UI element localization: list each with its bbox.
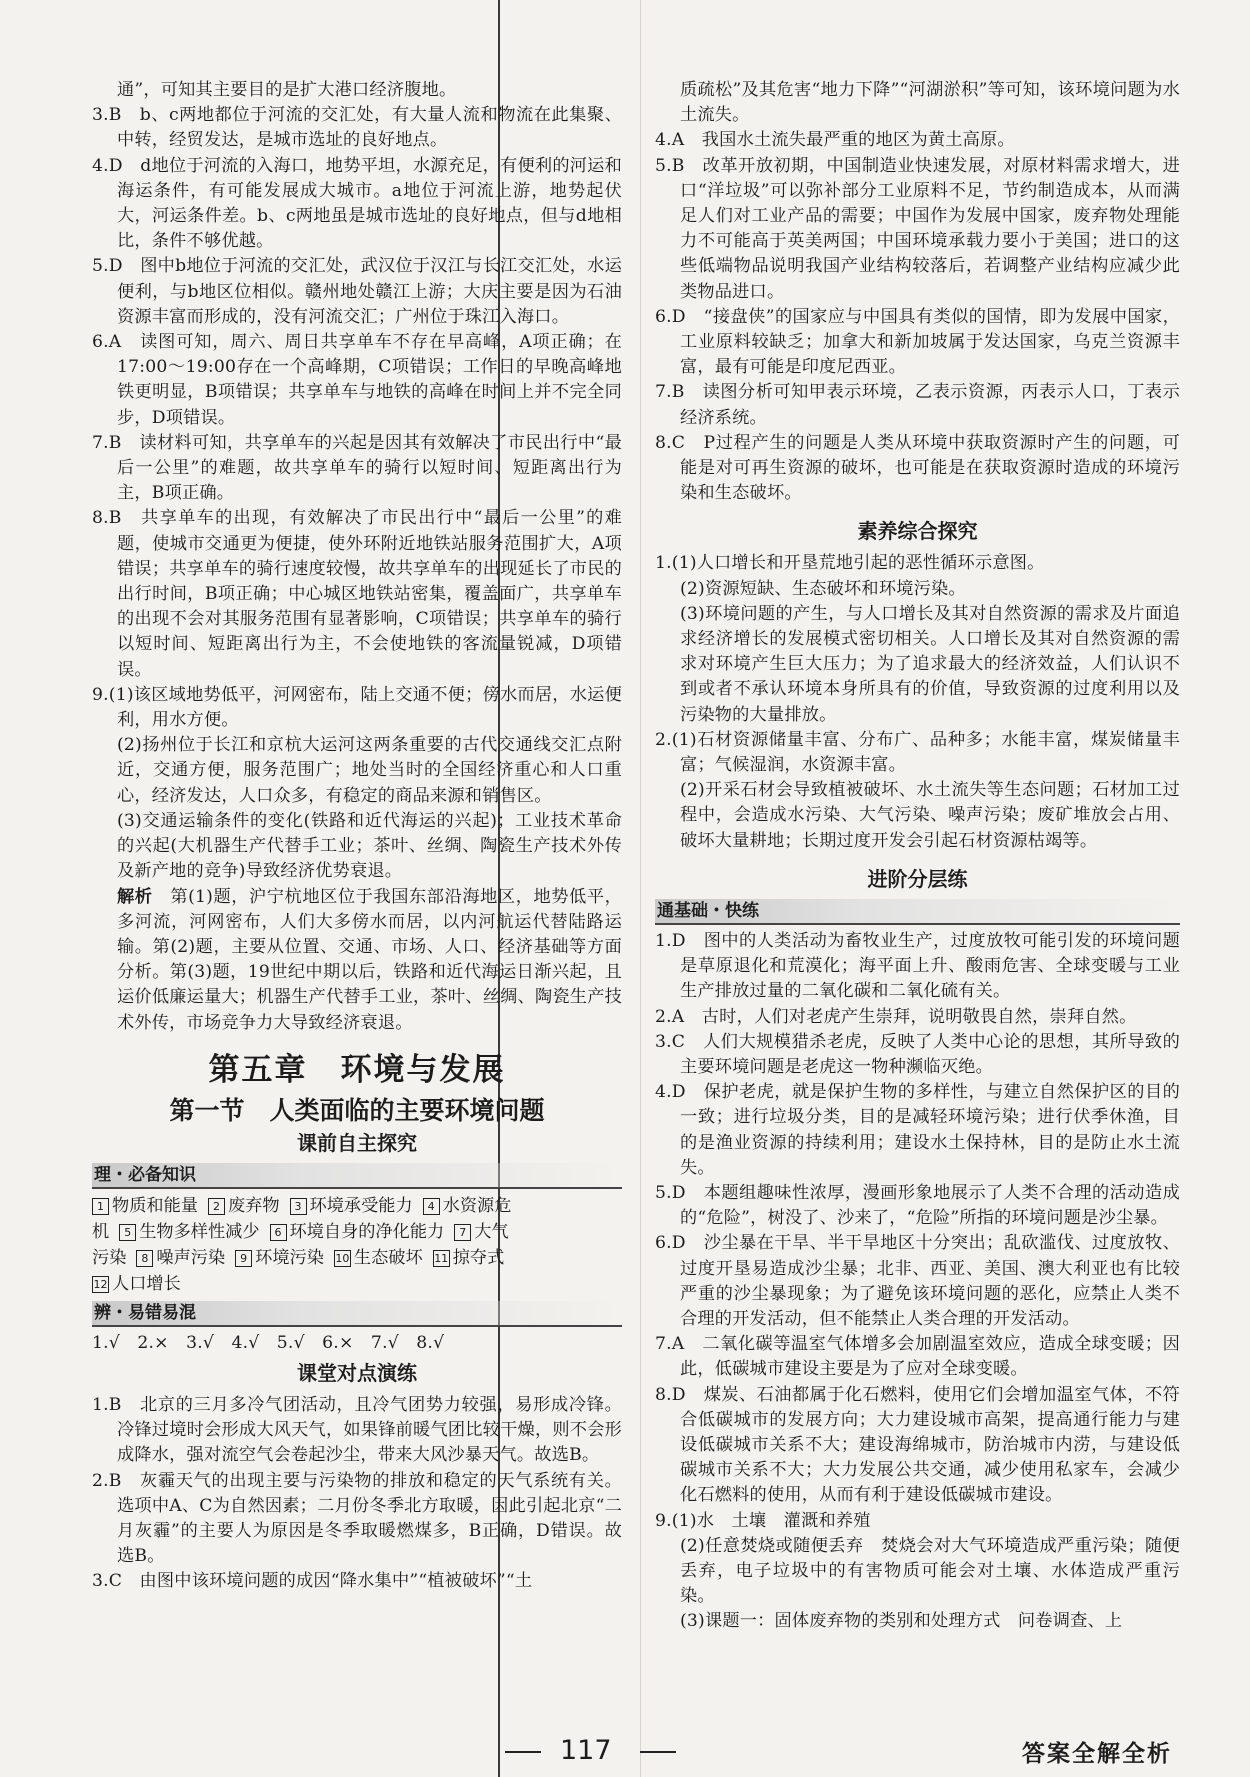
answer-text: 1.B 北京的三月多冷气团活动，且冷气团势力较强，易形成冷锋。冷锋过境时会形成大风天气，如果锋前暖气团比较干燥，则不会形成降水，强对流空气会卷起沙尘，带来大风沙暴天气。故选B。 xyxy=(92,1394,622,1466)
answer-text: 3.C 人们大规模猎杀老虎，反映了人类中心论的思想，其所导致的主要环境问题是老虎这一物种濒临灭绝。 xyxy=(655,1031,1180,1077)
literacy-heading: 素养综合探究 xyxy=(857,519,978,544)
answer-text: (3)课题一：固体废弃物的类别和处理方式 问卷调查、上 xyxy=(680,1611,1123,1632)
knowledge-item xyxy=(92,1219,109,1245)
knowledge-text: 生物多样性减少 xyxy=(139,1221,260,1242)
pre-class-heading: 课前自主探究 xyxy=(297,1130,417,1155)
right-column xyxy=(655,78,1180,1635)
answer-text: (3)环境问题的产生，与人口增长及其对自然资源的需求及片面追求经济增长的发展模式密切相关。人口增长及其对自然资源的需求对环境产生巨大压力；为了追求最大的经济效益，人们认识不到或者不承认环境本身所具有的价值，导致资源的过度利用以及污染物的大量排放。 xyxy=(680,603,1180,725)
answer-paragraph xyxy=(655,602,1180,728)
judge-answers: 1.√ 2.× 3.√ 4.√ 5.√ 6.× 7.√ 8.√ xyxy=(92,1332,445,1353)
class-practice-heading: 课堂对点演练 xyxy=(297,1360,417,1385)
answer-paragraph xyxy=(92,1393,622,1469)
answer-text: 6.D 沙尘暴在干旱、半干旱地区十分突出；乱砍滥伐、过度放牧、过度开垦易造成沙尘暴；北非、西亚、美国、澳大利亚也有比较严重的沙尘暴现象；为了避免该环境问题的恶化，应禁止人类不合理的开发活动，但不能禁止人类合理的开发活动。 xyxy=(655,1233,1180,1329)
answer-paragraph xyxy=(92,506,622,682)
answer-text: 8.D 煤炭、石油都属于化石燃料，使用它们会增加温室气体，不符合低碳城市的发展方向；大力建设城市高架，提高通行能力与建设低碳城市关系不大；建设海绵城市，防治城市内涝，与建设低碳城市关系不大；大力发展公共交通，减少使用私家车，会减少化石燃料的使用，从而有利于建设低碳城市建设。 xyxy=(655,1384,1180,1506)
item-number-box: 11 xyxy=(434,1251,449,1265)
answer-paragraph xyxy=(655,1080,1180,1181)
answer-paragraph xyxy=(92,1569,622,1594)
answer-text: (2)开采石材会导致植被破坏、水土流失等生态问题；石材加工过程中，会造成水污染、大气污染、噪声污染；废矿堆放会占用、破坏大量耕地；长期过度开发会引起石材资源枯竭等。 xyxy=(680,780,1180,851)
answer-paragraph xyxy=(92,103,622,153)
knowledge-item xyxy=(208,1193,280,1219)
answer-paragraph xyxy=(92,809,622,885)
confusion-band: 辨・易错易混 xyxy=(92,1301,622,1327)
basic-band: 通基础・快练 xyxy=(655,899,1180,925)
answer-text: 1.D 图中的人类活动为畜牧业生产，过度放牧可能引发的环境问题是草原退化和荒漠化；海平面上升、酸雨危害、全球变暖与工业生产排放过量的二氧化碳和二氧化硫有关。 xyxy=(655,930,1180,1002)
answer-text: 3.B b、c两地都位于河流的交汇处，有大量人流和物流在此集聚、中转，经贸发达，是城市选址的良好地点。 xyxy=(92,105,622,151)
footer-dash-right xyxy=(640,1751,676,1753)
answer-text: (2)扬州位于长江和京杭大运河这两条重要的古代交通线交汇点附近，交通方便，服务范围广；地处当时的全国经济重心和人口重心，经济发达，人口众多，有稳定的商品来源和销售区。 xyxy=(117,735,622,806)
answer-paragraph xyxy=(655,1534,1180,1610)
knowledge-item xyxy=(423,1193,512,1219)
item-number-box: 3 xyxy=(290,1198,307,1215)
item-number-box: 9 xyxy=(235,1250,252,1267)
answer-paragraph xyxy=(92,254,622,330)
answer-text: (2)资源短缺、生态破坏和环境污染。 xyxy=(680,578,966,599)
knowledge-text: 掠夺式 xyxy=(452,1247,505,1268)
knowledge-line xyxy=(92,1219,622,1245)
answer-paragraph xyxy=(655,1332,1180,1382)
answer-paragraph xyxy=(655,1509,1180,1534)
item-number-box: 8 xyxy=(136,1250,153,1267)
item-number-box: 6 xyxy=(270,1224,287,1241)
answer-text: 7.A 二氧化碳等温室气体增多会加剧温室效应，造成全球变暖；因此，低碳城市建设主要是为了应对全球变暖。 xyxy=(655,1334,1180,1380)
analysis-label: 解析 xyxy=(117,886,153,907)
footer-dash-left xyxy=(505,1751,541,1753)
answer-paragraph xyxy=(655,78,1180,128)
class-practice-answers xyxy=(92,1393,622,1595)
answer-paragraph xyxy=(655,551,1180,576)
column-gutter-line xyxy=(640,0,641,1777)
knowledge-text: 环境承受能力 xyxy=(309,1195,413,1216)
answer-paragraph xyxy=(655,431,1180,507)
literacy-answers xyxy=(655,551,1180,853)
knowledge-line xyxy=(92,1193,622,1219)
knowledge-text: 大气 xyxy=(474,1221,509,1242)
knowledge-line xyxy=(92,1271,622,1297)
answer-text: 1.(1)人口增长和开垦荒地引起的恶性循环示意图。 xyxy=(655,553,1045,574)
item-number-box: 2 xyxy=(208,1198,225,1215)
answer-paragraph xyxy=(655,305,1180,381)
answer-paragraph xyxy=(655,1030,1180,1080)
answer-text: 7.B 读材料可知，共享单车的兴起是因其有效解决了市民出行中“最后一公里”的难题，故共享单车的骑行以短时间、短距离出行为主，B项正确。 xyxy=(92,432,622,504)
answer-text: 8.C P过程产生的问题是人类从环境中获取资源时产生的问题，可能是对可再生资源的破坏，也可能是在获取资源时造成的环境污染和生态破坏。 xyxy=(655,432,1180,504)
answer-paragraph xyxy=(655,1005,1180,1030)
answer-text: 6.D “接盘侠”的国家应与中国具有类似的国情，即为发展中国家，工业原料较缺乏；加拿大和新加坡属于发达国家，乌克兰资源丰富，最有可能是印度尼西亚。 xyxy=(655,306,1180,378)
answer-text: 8.B 共享单车的出现，有效解决了市民出行中“最后一公里”的难题，使城市交通更为便捷，使外环附近地铁站服务范围扩大，A项错误；共享单车的骑行速度较慢，故共享单车的出现延长了市民的出行时间，B项正确；中心城区地铁站密集，覆盖面广，共享单车的出现不会对其服务范围有显著影响，C项错误；共享单车的骑行以短时间、短距离出行为主，不会使地铁的客流量锐减，D项错误。 xyxy=(92,508,622,680)
answer-paragraph xyxy=(92,1469,622,1570)
knowledge-text: 物质和能量 xyxy=(112,1195,198,1216)
knowledge-text: 生态破坏 xyxy=(353,1247,423,1268)
answer-paragraph xyxy=(655,380,1180,430)
answer-text: (3)交通运输条件的变化(铁路和近代海运的兴起)；工业技术革命的兴起(大机器生产代替手工业；茶叶、丝绸、陶瓷生产技术外传及新产地的竞争)导致经济优势衰退。 xyxy=(117,810,622,882)
answer-paragraph xyxy=(655,154,1180,305)
answer-text: 9.(1)该区域地势低平，河网密布，陆上交通不便；傍水而居，水运便利，用水方便。 xyxy=(92,684,622,731)
answer-paragraph xyxy=(92,78,622,103)
section-title: 第一节 人类面临的主要环境问题 xyxy=(169,1095,545,1125)
knowledge-item xyxy=(92,1245,126,1271)
answer-text: 7.B 读图分析可知甲表示环境，乙表示资源，丙表示人口，丁表示经济系统。 xyxy=(655,382,1180,428)
answer-paragraph xyxy=(655,778,1180,854)
answer-text: 通”，可知其主要目的是扩大港口经济腹地。 xyxy=(117,80,457,100)
knowledge-points xyxy=(92,1193,622,1297)
answer-paragraph xyxy=(655,728,1180,778)
knowledge-text: 污染 xyxy=(92,1247,127,1268)
answer-paragraph xyxy=(655,1231,1180,1332)
answer-text: 4.D d地位于河流的入海口，地势平坦，水源充足，有便利的河运和海运条件，有可能发展成大城市。a地位于河流上游，地势起伏大，河运条件差。b、c两地虽是城市选址的良好地点，但与d地相比，条件不够优越。 xyxy=(92,155,622,252)
answer-paragraph xyxy=(655,577,1180,602)
knowledge-item xyxy=(334,1245,423,1271)
answer-text: 第(1)题，沪宁杭地区位于我国东部沿海地区，地势低平，多河流，河网密布，人们大多傍水而居，以内河航运代替陆路运输。第(2)题，主要从位置、交通、市场、人口、经济基础等方面分析。第(3)题，19世纪中期以后，铁路和近代海运日渐兴起，且运价低廉运量大；机器生产代替手工业，茶叶、丝绸、陶瓷生产技术外传，市场竞争力大导致经济衰退。 xyxy=(117,886,622,1033)
knowledge-item xyxy=(433,1245,505,1271)
knowledge-item xyxy=(454,1219,508,1245)
answer-text: 5.B 改革开放初期，中国制造业快速发展，对原材料需求增大，进口“洋垃圾”可以弥补部分工业原料不足，节约制造成本，从而满足人们对工业产品的需要；中国作为发展中国家，废弃物处理能力不可能高于英美两国；中国环境承载力要小于美国；进口的这些低端物品说明我国产业结构较落后，若调整产业结构应减少此类物品进口。 xyxy=(655,155,1180,302)
right-answers-block xyxy=(655,78,1180,506)
answer-paragraph xyxy=(655,1609,1180,1634)
knowledge-text: 人口增长 xyxy=(112,1273,181,1294)
answer-text: 质疏松”及其危害“地力下降”“河湖淤积”等可知，该环境问题为水土流失。 xyxy=(680,80,1180,126)
knowledge-text: 水资源危 xyxy=(442,1195,512,1216)
answer-paragraph xyxy=(92,683,622,733)
answer-text: 3.C 由图中该环境问题的成因“降水集中”“植被破坏”“土 xyxy=(92,1571,533,1592)
answer-text: 2.(1)石材资源储量丰富、分布广、品种多；水能丰富，煤炭储量丰富；气候湿润，水资源丰富。 xyxy=(655,729,1180,776)
knowledge-item xyxy=(136,1245,225,1271)
answer-paragraph xyxy=(92,330,622,431)
answer-text: 4.A 我国水土流失最严重的地区为黄土高原。 xyxy=(655,130,1015,151)
item-number-box: 12 xyxy=(93,1277,108,1291)
advanced-heading: 进阶分层练 xyxy=(867,866,968,891)
knowledge-item xyxy=(270,1219,445,1245)
knowledge-item xyxy=(290,1193,413,1219)
answer-text: 5.D 本题组趣味性浓厚，漫画形象地展示了人类不合理的活动造成的“危险”，树没了、沙来了，“危险”所指的环境问题是沙尘暴。 xyxy=(655,1182,1180,1229)
answer-text: 9.(1)水 土壤 灌溉和养殖 xyxy=(655,1510,871,1531)
left-column xyxy=(92,78,622,1595)
answer-paragraph xyxy=(655,1383,1180,1509)
answer-text: (2)任意焚烧或随便丢弃 焚烧会对大气环境造成严重污染；随便丢弃，电子垃圾中的有害物质可能会对土壤、水体造成严重污染。 xyxy=(680,1535,1180,1607)
item-number-box: 5 xyxy=(119,1224,136,1241)
knowledge-line xyxy=(92,1245,622,1271)
item-number-box: 7 xyxy=(454,1224,471,1241)
page-number: 117 xyxy=(560,1735,612,1766)
knowledge-text: 废弃物 xyxy=(227,1195,280,1216)
answer-text: 4.D 保护老虎，就是保护生物的多样性，与建立自然保护区的目的一致；进行垃圾分类，目的是减轻环境污染；进行伏季休渔，目的是渔业资源的持续利用；建设水土保持林，目的是防止水土流失。 xyxy=(655,1082,1180,1178)
knowledge-text: 环境自身的净化能力 xyxy=(289,1221,445,1242)
knowledge-text: 噪声污染 xyxy=(156,1247,226,1268)
answer-text: 2.A 古时，人们对老虎产生崇拜，说明敬畏自然，崇拜自然。 xyxy=(655,1006,1137,1027)
chapter-title: 第五章 环境与发展 xyxy=(208,1051,506,1088)
answer-paragraph xyxy=(655,1181,1180,1231)
answer-paragraph xyxy=(92,733,622,809)
knowledge-item xyxy=(235,1245,324,1271)
knowledge-item xyxy=(92,1193,198,1219)
page-footer xyxy=(0,1735,1250,1775)
answer-paragraph xyxy=(92,154,622,255)
knowledge-band: 理・必备知识 xyxy=(92,1163,622,1189)
knowledge-text: 环境污染 xyxy=(255,1247,324,1268)
answer-paragraph xyxy=(92,431,622,507)
knowledge-item xyxy=(92,1271,181,1297)
item-number-box: 1 xyxy=(92,1198,109,1215)
answer-paragraph xyxy=(655,128,1180,153)
answer-text: 2.B 灰霾天气的出现主要与污染物的排放和稳定的天气系统有关。选项中A、C为自然因素；二月份冬季北方取暖，因此引起北京“二月灰霾”的主要人为原因是冬季取暖燃煤多，B正确，D错误。故选B。 xyxy=(92,1470,622,1567)
knowledge-text: 机 xyxy=(92,1221,110,1242)
item-number-box: 10 xyxy=(335,1251,350,1265)
basic-answers xyxy=(655,929,1180,1635)
answer-text: 5.D 图中b地位于河流的交汇处，武汉位于汉江与长江交汇处，水运便利，与b地区位相似。赣州地处赣江上游；大庆主要是因为石油资源丰富而形成的，没有河流交汇；广州位于珠江入海口。 xyxy=(92,256,622,327)
left-answers-block xyxy=(92,78,622,1036)
answer-paragraph xyxy=(655,929,1180,1005)
item-number-box: 4 xyxy=(423,1198,440,1215)
footer-title: 答案全解全析 xyxy=(1022,1741,1172,1767)
answer-paragraph xyxy=(92,885,622,1036)
answer-text: 6.A 读图可知，周六、周日共享单车不存在早高峰，A项正确；在17:00～19:00存在一个高峰期，C项错误；工作日的早晚高峰地铁更明显，B项错误；共享单车与地铁的高峰在时间上并不完全同步，D项错误。 xyxy=(92,332,622,428)
knowledge-item xyxy=(119,1219,259,1245)
